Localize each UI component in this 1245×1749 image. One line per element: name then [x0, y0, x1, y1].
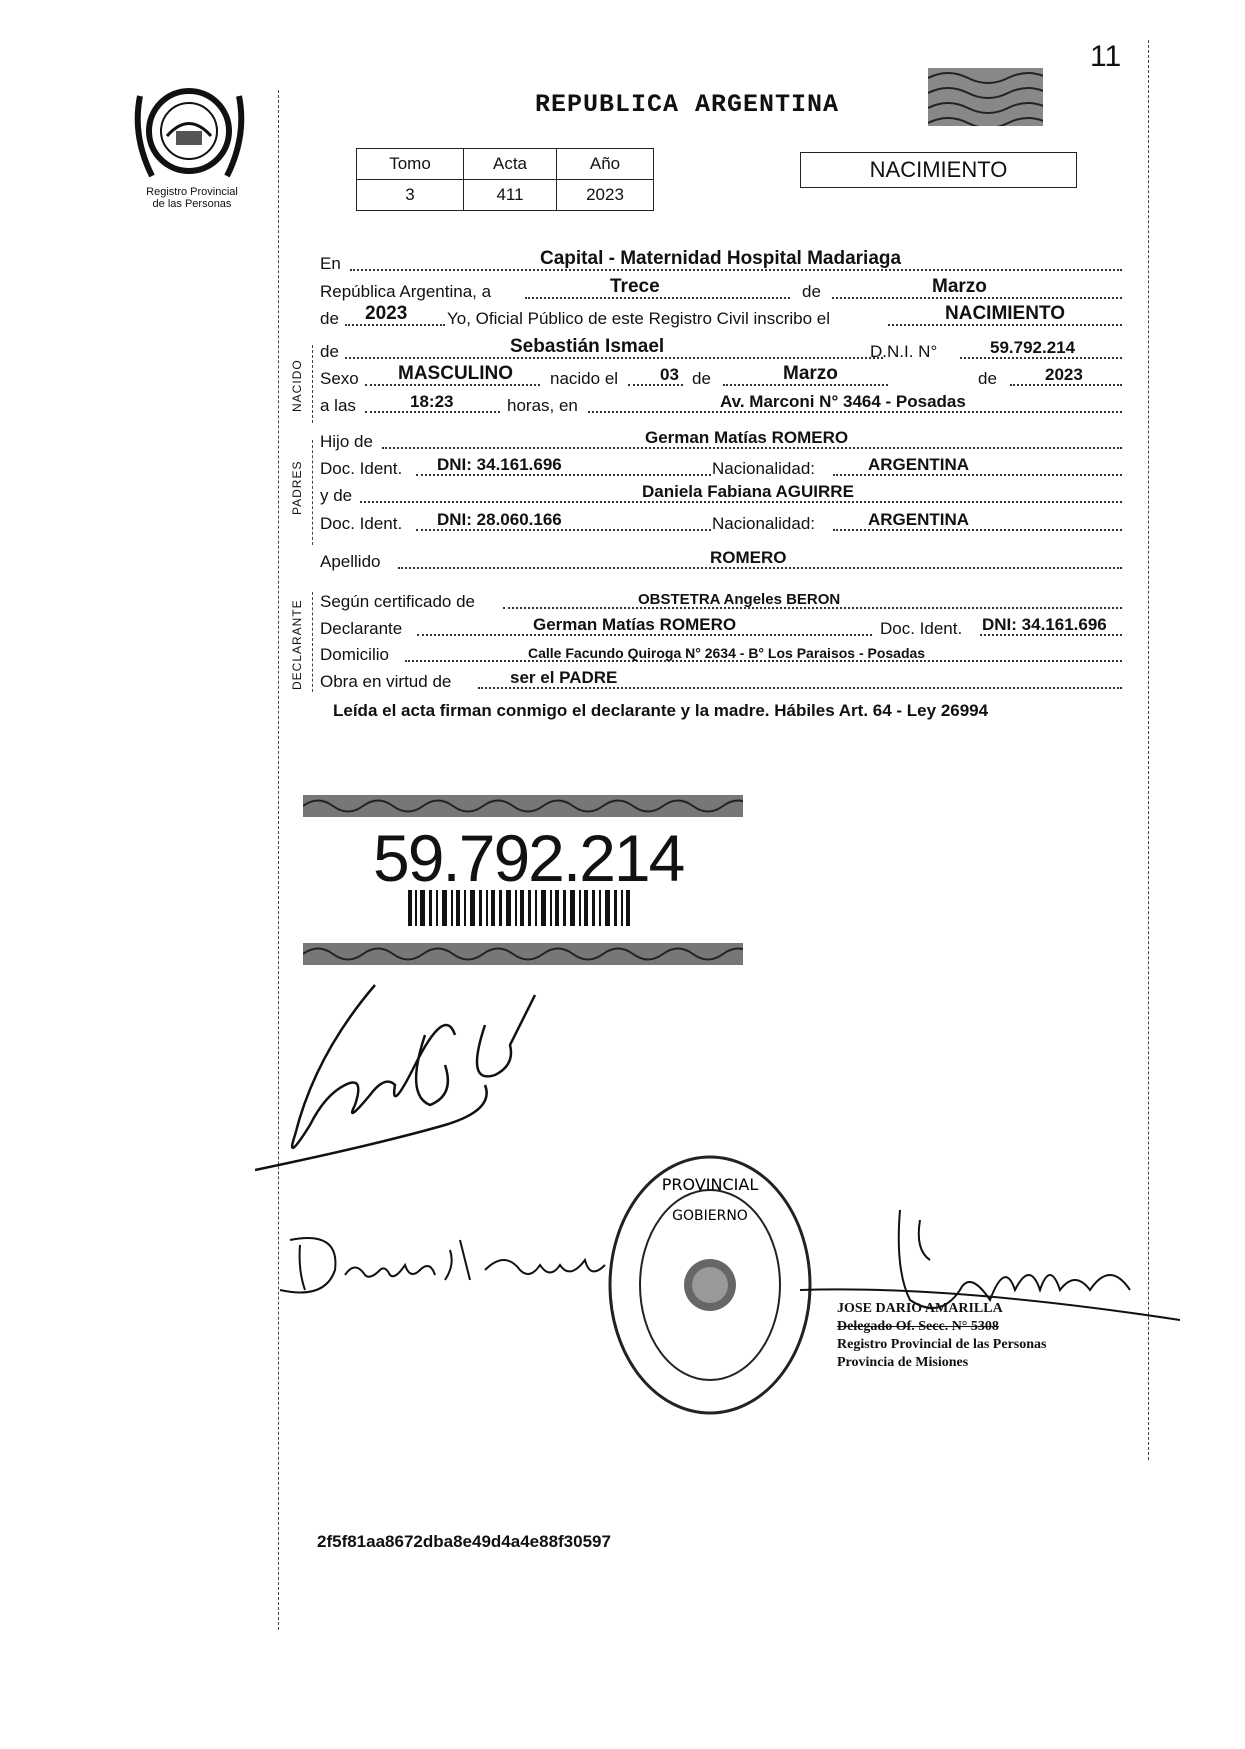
label-dni: D.N.I. N° [870, 342, 938, 361]
value-nac-anio: 2023 [1045, 365, 1083, 384]
value-lugar: Av. Marconi N° 3464 - Posadas [720, 392, 966, 411]
official-block [837, 1300, 1046, 1372]
label-segun: Según certificado de [320, 592, 475, 611]
value-padre-nac: ARGENTINA [868, 455, 970, 474]
row-padre-doc [320, 457, 1122, 481]
page-number: 11 [1090, 40, 1122, 73]
declarant-signature [255, 975, 585, 1175]
official-seal [603, 1150, 818, 1420]
registry-table [356, 148, 654, 211]
logo-caption: Registro Provincial de las Personas [146, 186, 238, 210]
value-sexo: MASCULINO [398, 363, 514, 384]
label-nacido: nacido el [550, 369, 619, 388]
header-anio: Año [557, 149, 654, 180]
row-segun [320, 590, 1122, 614]
value-declarante-doc: DNI: 34.161.696 [982, 615, 1107, 634]
row-inscribe [320, 303, 1122, 331]
value-mes: Marzo [932, 276, 987, 297]
row-apellido [320, 550, 1122, 574]
label-alas: a las [320, 396, 356, 415]
official-name: JOSE DARIO AMARILLA [837, 1301, 1003, 1316]
value-hora: 18:23 [410, 392, 454, 411]
side-label-nacido: NACIDO [290, 359, 304, 412]
label-hijo: Hijo de [320, 432, 373, 451]
value-anio: 2023 [365, 303, 408, 324]
label-de2: de [320, 309, 339, 328]
margin-line [278, 90, 279, 1630]
label-republica: República Argentina, a [320, 282, 492, 301]
label-de3: de [320, 342, 339, 361]
registry-logo [132, 76, 247, 186]
document-title: REPUBLICA ARGENTINA [535, 90, 840, 119]
label-domicilio: Domicilio [320, 645, 389, 664]
seal-inner-text: GOBIERNO [672, 1208, 748, 1224]
side-label-padres: PADRES [290, 460, 304, 515]
label-de: de [802, 282, 821, 301]
label-sexo: Sexo [320, 369, 359, 388]
value-anio: 2023 [557, 180, 654, 211]
security-stamp [928, 68, 1043, 126]
label-doc-ident: Doc. Ident. [320, 459, 403, 478]
side-label-declarante: DECLARANTE [290, 599, 304, 690]
row-en [320, 248, 1122, 276]
seal-ring-text: PROVINCIAL [661, 1175, 759, 1194]
value-segun: OBSTETRA Angeles BERON [638, 591, 841, 608]
label-nacionalidad: Nacionalidad: [712, 459, 816, 478]
header-tomo: Tomo [357, 149, 464, 180]
value-nac-dia: 03 [660, 365, 679, 384]
header-acta: Acta [464, 149, 557, 180]
value-nombre: Sebastián Ismael [510, 336, 665, 357]
value-tomo: 3 [357, 180, 464, 211]
row-hora [320, 394, 1122, 418]
label-obra: Obra en virtud de [320, 672, 452, 691]
label-yo: Yo, Oficial Público de este Registro Civil inscribo el [447, 309, 830, 328]
row-obra [320, 670, 1122, 694]
value-madre: Daniela Fabiana AGUIRRE [642, 482, 854, 501]
label-nacionalidad-madre: Nacionalidad: [712, 514, 816, 533]
value-padre: German Matías ROMERO [645, 428, 849, 447]
official-province: Provincia de Misiones [837, 1355, 969, 1370]
label-horas-en: horas, en [507, 396, 578, 415]
official-org: Registro Provincial de las Personas [837, 1337, 1047, 1352]
label-de4: de [692, 369, 711, 388]
value-acta: 411 [464, 180, 557, 211]
label-en: En [320, 254, 341, 273]
value-en: Capital - Maternidad Hospital Madariaga [540, 248, 902, 269]
value-madre-nac: ARGENTINA [868, 510, 970, 529]
value-nac-mes: Marzo [783, 363, 838, 384]
dni-large-number: 59.792.214 [373, 821, 684, 895]
value-domicilio: Calle Facundo Quiroga N° 2634 - B° Los Paraisos - Posadas [528, 645, 926, 661]
label-yde: y de [320, 486, 353, 505]
mother-signature [270, 1220, 610, 1310]
value-madre-doc: DNI: 28.060.166 [437, 510, 562, 529]
row-domicilio [320, 643, 1122, 667]
value-inscribo: NACIMIENTO [945, 303, 1065, 324]
row-madre [320, 484, 1122, 508]
value-padre-doc: DNI: 34.161.696 [437, 455, 562, 474]
row-nombre [320, 336, 1122, 364]
official-role: Delegado Of. Secc. N° 5308 [837, 1319, 999, 1334]
value-declarante: German Matías ROMERO [533, 615, 737, 634]
row-hijo [320, 430, 1122, 454]
row-fecha [320, 276, 1122, 304]
label-de5: de [978, 369, 997, 388]
row-declarante [320, 617, 1122, 641]
label-doc-ident-decl: Doc. Ident. [880, 619, 963, 638]
value-apellido: ROMERO [710, 548, 787, 567]
value-dni: 59.792.214 [990, 338, 1076, 357]
label-doc-ident-madre: Doc. Ident. [320, 514, 403, 533]
value-dia: Trece [610, 276, 660, 297]
section-bracket [312, 592, 313, 692]
label-declarante: Declarante [320, 619, 403, 638]
row-sexo [320, 363, 1122, 391]
section-bracket [312, 440, 313, 545]
document-hash: 2f5f81aa8672dba8e49d4a4e88f30597 [317, 1532, 611, 1551]
closing-note: Leída el acta firman conmigo el declarante y la madre. Hábiles Art. 64 - Ley 26994 [333, 701, 989, 720]
label-apellido: Apellido [320, 552, 381, 571]
section-bracket [312, 345, 313, 423]
value-obra: ser el PADRE [510, 668, 618, 687]
act-type-box: NACIMIENTO [800, 152, 1077, 188]
row-madre-doc [320, 512, 1122, 536]
